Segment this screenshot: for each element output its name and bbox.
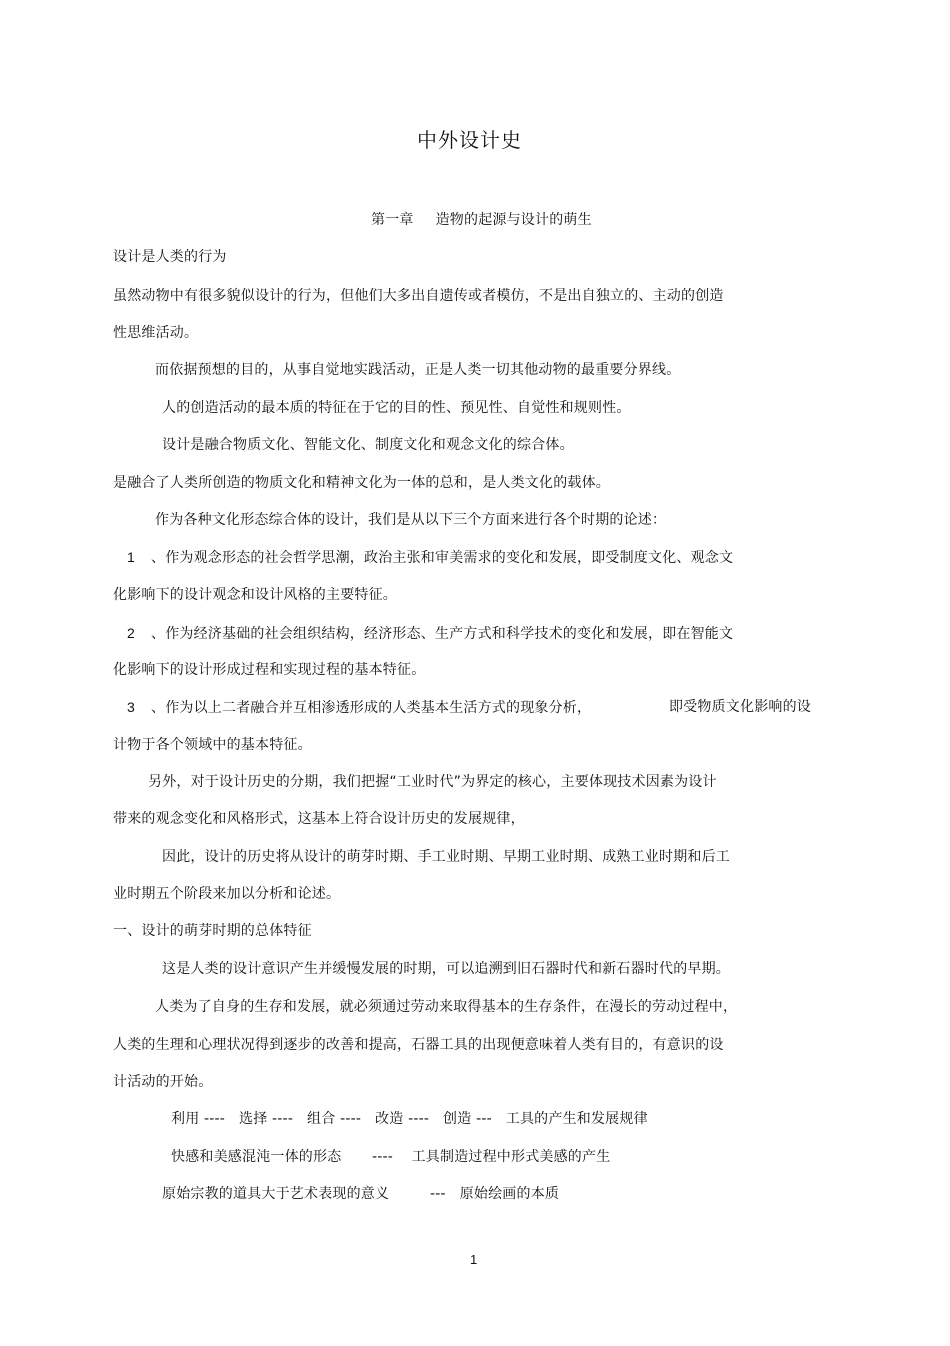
list-text: 、作为以上二者融合并互相渗透形成的人类基本生活方式的现象分析，	[151, 700, 592, 716]
page-number: 1	[470, 1252, 478, 1267]
paragraph-line: 化影响下的设计观念和设计风格的主要特征。	[113, 587, 397, 603]
paragraph-line: 因此，设计的历史将从设计的萌芽时期、手工业时期、早期工业时期、成熟工业时期和后工	[162, 849, 730, 865]
paragraph-line: 性思维活动。	[113, 325, 199, 341]
doc-title: 中外设计史	[417, 128, 522, 152]
list-item-1	[127, 548, 733, 567]
process-line-result: ---- 工具制造过程中形式美感的产生	[372, 1149, 611, 1165]
paragraph-line: 这是人类的设计意识产生并缓慢发展的时期，可以追溯到旧石器时代和新石器时代的早期。	[162, 961, 730, 977]
list-number: 1	[127, 549, 135, 565]
list-text-continued: 即受物质文化影响的设	[669, 699, 811, 715]
process-line: 原始宗教的道具大于艺术表现的意义	[162, 1186, 390, 1202]
process-line-result: --- 原始绘画的本质	[430, 1186, 560, 1202]
paragraph-line: 作为各种文化形态综合体的设计，我们是从以下三个方面来进行各个时期的论述：	[155, 512, 667, 528]
paragraph-line: 人的创造活动的最本质的特征在于它的目的性、预见性、自觉性和规则性。	[162, 400, 631, 416]
section-heading: 一、设计的萌芽时期的总体特征	[113, 923, 312, 939]
list-text: 、作为经济基础的社会组织结构，经济形态、生产方式和科学技术的变化和发展，即在智能文	[151, 626, 734, 642]
paragraph-line: 另外，对于设计历史的分期，我们把握“工业时代”为界定的核心，主要体现技术因素为设计	[148, 774, 717, 790]
list-text: 、作为观念形态的社会哲学思潮，政治主张和审美需求的变化和发展，即受制度文化、观念文	[151, 550, 734, 566]
process-line: 快感和美感混沌一体的形态	[171, 1149, 342, 1165]
list-number: 2	[127, 625, 135, 641]
paragraph-line: 人类的生理和心理状况得到逐步的改善和提高，石器工具的出现便意味着人类有目的，有意识的设	[113, 1037, 724, 1053]
process-line: 利用 ---- 选择 ---- 组合 ---- 改造 ---- 创造 --- 工具的产生和发展规律	[171, 1111, 648, 1127]
paragraph-line: 是融合了人类所创造的物质文化和精神文化为一体的总和，是人类文化的载体。	[113, 475, 610, 491]
paragraph-line: 带来的观念变化和风格形式，这基本上符合设计历史的发展规律，	[113, 811, 525, 827]
paragraph-line: 业时期五个阶段来加以分析和论述。	[113, 886, 341, 902]
list-number: 3	[127, 699, 135, 715]
paragraph-line: 而依据预想的目的，从事自觉地实践活动，正是人类一切其他动物的最重要分界线。	[155, 362, 681, 378]
chapter-number: 第一章	[371, 212, 414, 228]
paragraph-line: 人类为了自身的生存和发展，就必须通过劳动来取得基本的生存条件，在漫长的劳动过程中，	[155, 999, 738, 1015]
chapter-name: 造物的起源与设计的萌生	[435, 212, 592, 228]
paragraph-line: 虽然动物中有很多貌似设计的行为，但他们大多出自遗传或者模仿，不是出自独立的、主动的创造	[113, 288, 724, 304]
list-item-3	[127, 698, 591, 717]
section-heading: 设计是人类的行为	[113, 249, 227, 265]
chapter-heading	[371, 211, 592, 229]
paragraph-line: 计物于各个领域中的基本特征。	[113, 737, 312, 753]
paragraph-line: 化影响下的设计形成过程和实现过程的基本特征。	[113, 662, 426, 678]
paragraph-line: 设计是融合物质文化、智能文化、制度文化和观念文化的综合体。	[162, 437, 574, 453]
list-item-2	[127, 624, 733, 643]
paragraph-line: 计活动的开始。	[113, 1074, 213, 1090]
